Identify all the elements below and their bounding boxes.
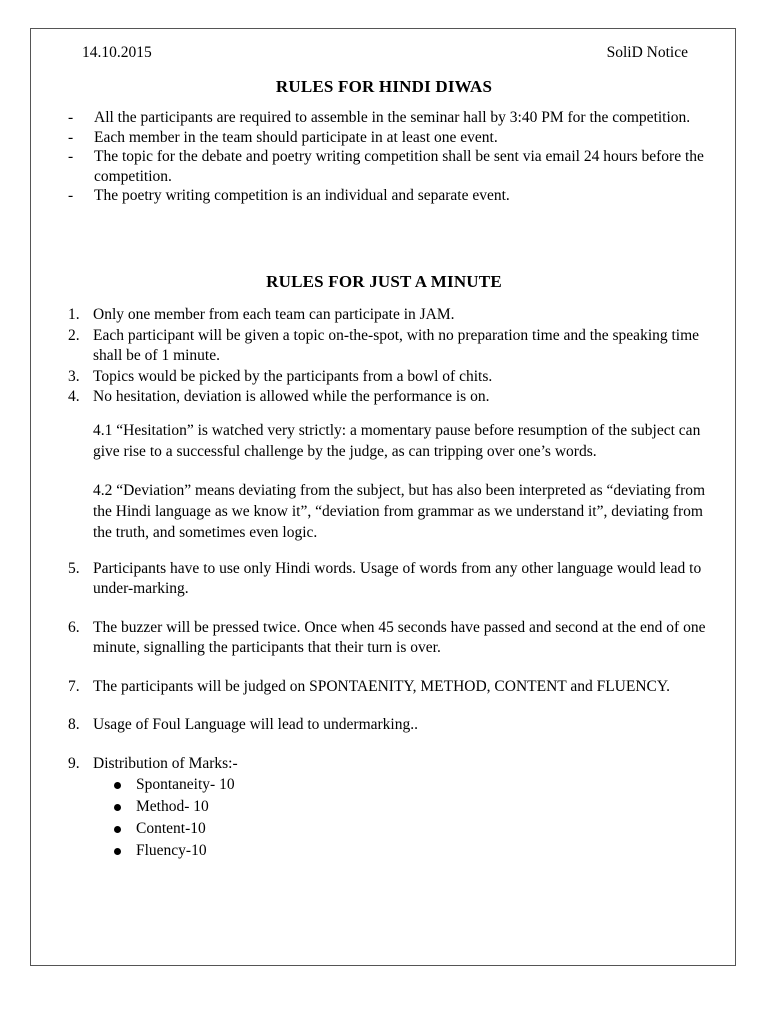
- mark-text: Method- 10: [136, 798, 209, 815]
- list-item: [114, 796, 718, 818]
- mark-text: Fluency-10: [136, 842, 207, 859]
- list-item: [68, 147, 708, 186]
- list-item: [68, 128, 708, 148]
- item-number: 9.: [68, 754, 80, 772]
- list-item: [114, 818, 718, 840]
- rule-text: The topic for the debate and poetry writing competition shall be sent via email 24 hours before the competition.: [94, 148, 704, 185]
- list-item: [68, 305, 718, 326]
- sub-rule-deviation: 4.2 “Deviation” means deviating from the subject, but has also been interpreted as “deviating from the Hindi language as we know it”, “deviation from grammar as we understand it”, deviating from the truth, and sometimes even logic.: [93, 481, 706, 541]
- hindi-diwas-rules: [68, 108, 708, 206]
- list-item: [114, 840, 718, 862]
- item-number: 7.: [68, 677, 80, 695]
- list-item: [68, 108, 708, 128]
- list-item: [68, 559, 718, 600]
- dash-marker: -: [68, 187, 74, 204]
- rule-text: The buzzer will be pressed twice. Once when 45 seconds have passed and second at the end of one minute, signalling the participants that their turn is over.: [93, 618, 706, 656]
- bullet-icon: [114, 804, 121, 811]
- list-item: [68, 326, 718, 367]
- marks-distribution: [93, 774, 718, 862]
- rule-text: Distribution of Marks:-: [93, 754, 238, 772]
- rule-text: The participants will be judged on SPONTAENITY, METHOD, CONTENT and FLUENCY.: [93, 677, 670, 695]
- hindi-diwas-title: RULES FOR HINDI DIWAS: [275, 77, 493, 96]
- list-item: [68, 367, 718, 388]
- item-number: 6.: [68, 618, 80, 636]
- list-item: [68, 754, 718, 863]
- jam-title: RULES FOR JUST A MINUTE: [266, 272, 502, 291]
- rule-text: Topics would be picked by the participants from a bowl of chits.: [93, 367, 493, 385]
- jam-rules: [68, 305, 718, 862]
- date: 14.10.2015: [82, 44, 152, 61]
- mark-text: Content-10: [136, 820, 206, 837]
- rule-text: No hesitation, deviation is allowed while the performance is on.: [93, 388, 490, 405]
- dash-marker: -: [68, 109, 74, 126]
- dash-marker: -: [68, 128, 74, 146]
- item-number: 4.: [68, 388, 80, 405]
- item-number: 3.: [68, 367, 80, 385]
- rule-text: Each participant will be given a topic on-the-spot, with no preparation time and the speaking time shall be of 1 minute.: [93, 326, 700, 364]
- item-number: 5.: [68, 559, 80, 577]
- list-item: [68, 387, 718, 408]
- mark-text: Spontaneity- 10: [136, 776, 235, 793]
- bullet-icon: [114, 848, 121, 855]
- rule-text: The poetry writing competition is an individual and separate event.: [94, 187, 510, 204]
- item-number: 8.: [68, 716, 80, 733]
- list-item: [68, 618, 718, 659]
- item-number: 1.: [68, 306, 80, 323]
- sub-rule-hesitation: 4.1 “Hesitation” is watched very strictly: a momentary pause before resumption of the subject can give rise to a successful challenge by the judge, as can tripping over one’s words.: [93, 421, 701, 460]
- list-item: [68, 677, 718, 698]
- rule-text: Participants have to use only Hindi words. Usage of words from any other language would lead to under-marking.: [93, 559, 702, 597]
- list-item: [114, 774, 718, 796]
- bullet-icon: [114, 782, 121, 789]
- bullet-icon: [114, 826, 121, 833]
- item-number: 2.: [68, 326, 80, 344]
- notice-label: SoliD Notice: [606, 44, 688, 61]
- rule-text: All the participants are required to assemble in the seminar hall by 3:40 PM for the competition.: [94, 109, 691, 126]
- list-item: [68, 715, 718, 736]
- list-item: [68, 186, 708, 206]
- dash-marker: -: [68, 148, 74, 165]
- rule-text: Only one member from each team can participate in JAM.: [93, 306, 455, 323]
- rule-text: Each member in the team should participate in at least one event.: [94, 128, 498, 146]
- header: [82, 44, 688, 62]
- rule-text: Usage of Foul Language will lead to undermarking..: [93, 716, 418, 733]
